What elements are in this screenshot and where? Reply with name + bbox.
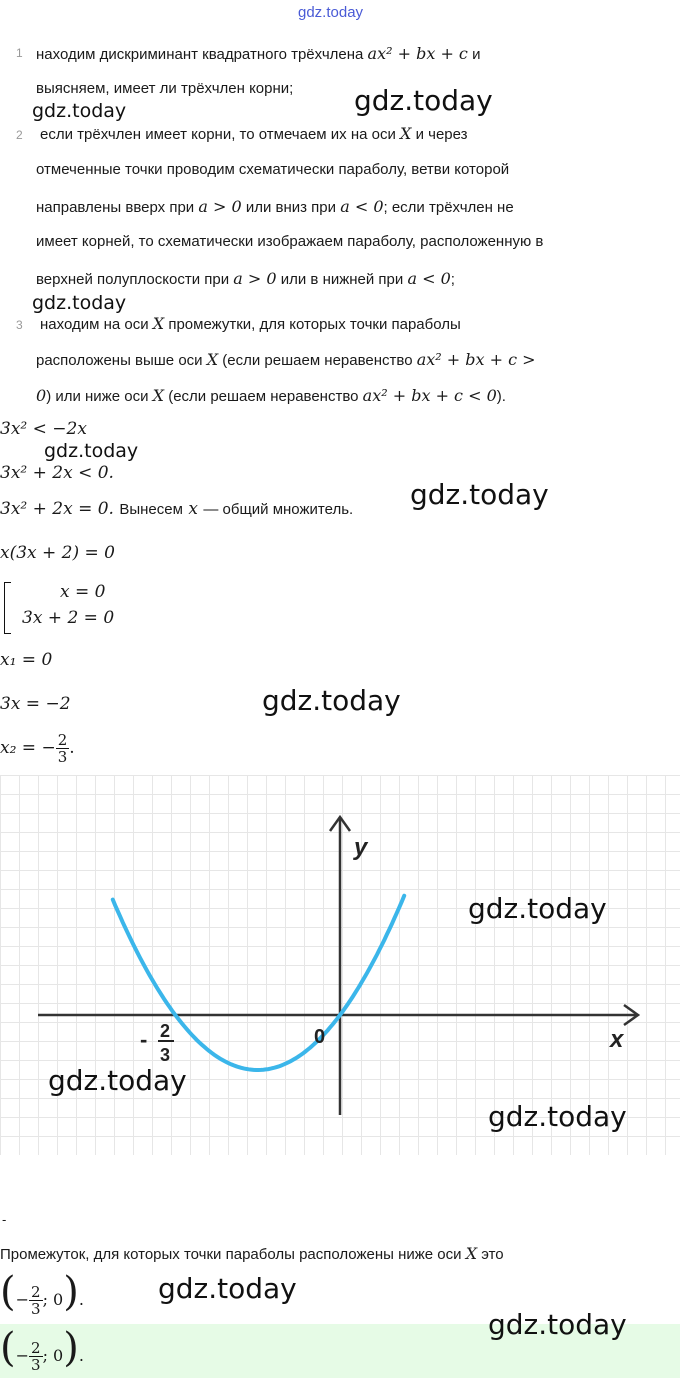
step-text: расположены выше оси (36, 352, 203, 369)
fraction: $\frac{2}{3}$ (31, 1283, 41, 1318)
step-2-line-4: имеет корней, то схематически изображаем параболу, расположенную в (36, 233, 544, 250)
step-text: и (472, 46, 481, 63)
formula: 0 (36, 386, 47, 405)
step-number: 3 (16, 318, 23, 332)
answer-interval: (− $\frac{2}{3}$ ; 0). (0, 1269, 84, 1318)
parabola-chart (0, 775, 680, 1155)
step-text: находим дискриминант квадратного трёхчлена (36, 46, 364, 63)
formula: ax² + bx + c < 0 (362, 386, 497, 405)
axis-symbol: X (400, 124, 412, 143)
watermark: gdz.today (468, 892, 607, 925)
step-2-line-5 (36, 269, 455, 288)
step-text: и через (415, 126, 468, 143)
answer-text (0, 1244, 504, 1263)
chart-svg (0, 775, 680, 1155)
step-3-line-1 (40, 314, 461, 333)
dash: - (2, 1212, 7, 1227)
step-text: Вынесем (119, 501, 183, 518)
formula: a < 0 (340, 197, 384, 216)
variable: x (188, 499, 198, 519)
watermark: gdz.today (354, 84, 493, 117)
step-text: (если решаем неравенство (168, 388, 359, 405)
watermark: gdz.today (32, 100, 127, 122)
formula: ax² + bx + c (367, 44, 468, 63)
watermark: gdz.today (32, 292, 127, 314)
watermark: gdz.today (44, 440, 139, 462)
step-2-line-1 (40, 124, 468, 143)
site-link[interactable]: gdz.today (298, 4, 364, 21)
axis-symbol: X (152, 386, 165, 405)
step-text: — общий множитель. (203, 501, 354, 518)
axis-symbol: X (152, 314, 165, 333)
step-3-line-3 (36, 386, 506, 405)
origin-label: 0 (314, 1026, 326, 1048)
semicolon: ; (450, 271, 455, 288)
system-line-1: x = 0 (60, 582, 106, 602)
answer-sentence: Промежуток, для которых точки параболы расположены ниже оси (0, 1246, 462, 1263)
watermark: gdz.today (488, 1100, 627, 1133)
axis-symbol: X (206, 350, 219, 369)
inequality-1: 3x² < −2x (0, 419, 87, 439)
answer-interval-highlighted: (− $\frac{2}{3}$ ; 0). (0, 1325, 84, 1374)
fraction: $\frac{2}{3}$ (31, 1339, 41, 1374)
root-2: x₂ = − $\frac{2}{3}$ . (0, 731, 75, 766)
factored-equation: x(3x + 2) = 0 (0, 543, 115, 563)
formula: a > 0 (198, 197, 242, 216)
step-number: 2 (16, 128, 23, 142)
formula: a < 0 (407, 269, 451, 288)
watermark: gdz.today (158, 1272, 297, 1305)
step-1-line-2: выясняем, имеет ли трёхчлен корни; (36, 80, 294, 97)
step-2-line-2: отмеченные точки проводим схематически параболу, ветви которой (36, 161, 510, 178)
system-bracket (4, 582, 11, 634)
step-text: (если решаем неравенство (222, 352, 413, 369)
answer-sentence-end: это (481, 1246, 504, 1263)
step-text: ) или ниже оси (46, 388, 149, 405)
root-1: x₁ = 0 (0, 650, 53, 670)
step-text: промежутки, для которых точки параболы (168, 316, 461, 333)
step-text: ). (496, 388, 506, 405)
step-text: ; если трёхчлен не (383, 199, 514, 216)
step-text: или в нижней при (280, 271, 404, 288)
x-axis-label: x (610, 1026, 624, 1053)
system-line-2: 3x + 2 = 0 (22, 608, 115, 628)
formula: a > 0 (233, 269, 277, 288)
watermark: gdz.today (488, 1308, 627, 1341)
step-number: 1 (16, 46, 23, 60)
parabola-curve (113, 896, 404, 1070)
step-3-line-2 (36, 350, 536, 369)
watermark: gdz.today (48, 1064, 187, 1097)
equation-6: 3x = −2 (0, 694, 71, 714)
step-text: направлены вверх при (36, 199, 195, 216)
root-label-numerator: 2 (160, 1021, 171, 1041)
step-1-line-1 (36, 44, 480, 63)
formula: 3x² + 2x = 0. (0, 499, 114, 519)
equation-3 (0, 499, 353, 519)
step-text: находим на оси (40, 316, 149, 333)
step-text: если трёхчлен имеет корни, то отмечаем их на оси (40, 126, 396, 143)
axis-symbol: X (465, 1244, 478, 1263)
step-2-line-3 (36, 197, 514, 216)
root-label-minus: - (140, 1027, 148, 1052)
inequality-2: 3x² + 2x < 0. (0, 463, 114, 483)
step-text: или вниз при (245, 199, 337, 216)
step-text: верхней полуплоскости при (36, 271, 230, 288)
watermark: gdz.today (262, 684, 401, 717)
watermark: gdz.today (410, 478, 549, 511)
root-label-denominator: 3 (160, 1045, 171, 1065)
formula: ax² + bx + c > (416, 350, 536, 369)
y-axis-label: y (354, 834, 368, 861)
fraction: $\frac{2}{3}$ (57, 731, 68, 766)
